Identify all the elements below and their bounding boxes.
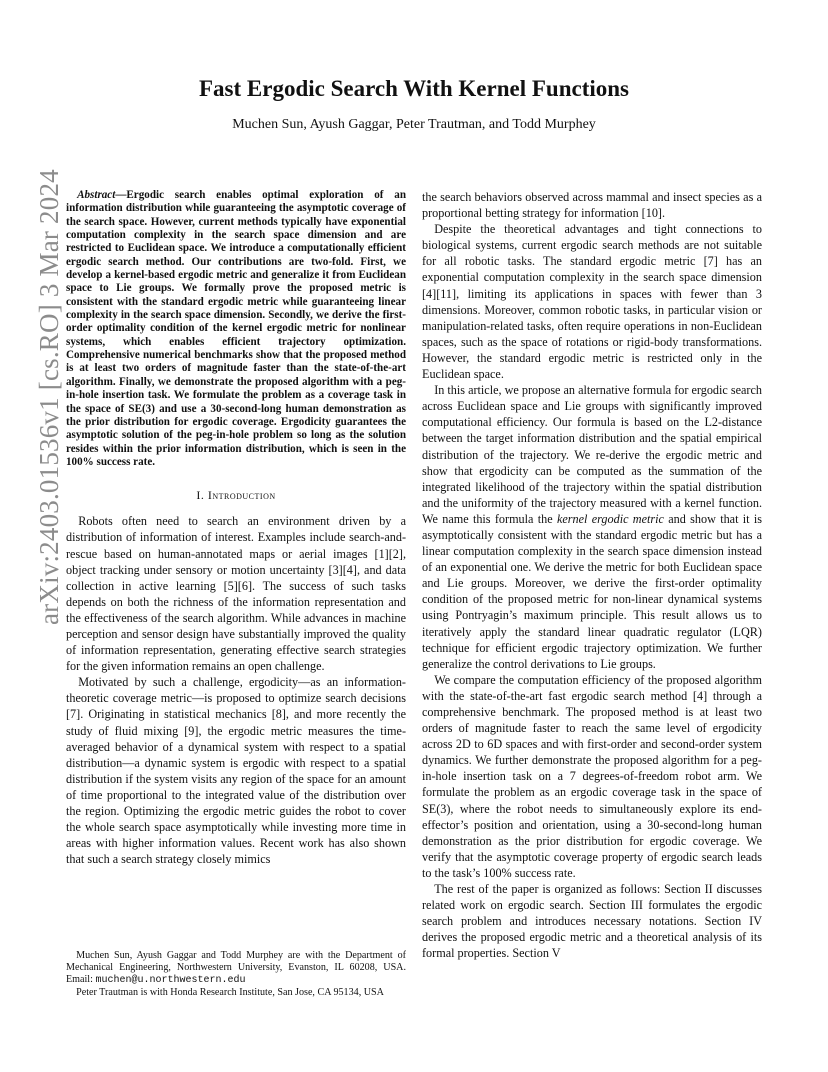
paper-title: Fast Ergodic Search With Kernel Functions — [199, 76, 629, 101]
contact-email: muchen@u.northwestern.edu — [95, 975, 246, 987]
author-list: Muchen Sun, Ayush Gaggar, Peter Trautman, and Todd Murphey — [232, 117, 596, 132]
right-paragraph-4: We compare the computation efficiency of the proposed algorithm with the state-of-the-art fast ergodic search method [4] through a comprehensive benchmark. The proposed method is at least two orders of magnitude faster to reach the same level of ergodicity across 2D to 6D spaces and with first-order and second-order system dynamics. We further demonstrate the proposed algorithm for a peg-in-hole insertion task on a 7 degrees-of-freedom robot arm. We formulate the problem as an ergodic coverage task in the space of SE(3), where the robot needs to simultaneously explore its end-effector’s position and orientation, using a 30-second-long human demonstration as the prior distribution for ergodic coverage. We verify that the asymptotic coverage property of ergodic search leads to the task’s 100% success rate. — [422, 672, 762, 880]
left-column — [66, 189, 406, 867]
right-column — [422, 189, 762, 962]
abstract-label: Abstract — [77, 189, 116, 201]
right-paragraph-3 — [422, 382, 762, 672]
intro-paragraph-2: Motivated by such a challenge, ergodicity—as an information-theoretic coverage metric—is proposed to optimize search decisions [7]. Originating in statistical mechanics [8], and more recently the study of fluid mixing [9], the ergodic metric measures the time-averaged behavior of a dynamical system with respect to a spatial distribution—a dynamic system is ergodic with respect to a spatial distribution if the system visits any region of the space for an amount of time proportional to the integrated value of the distribution over the region. Optimizing the ergodic metric guides the robot to cover the whole search space asymptotically while investing more time in areas with higher information values. Recent work has also shown that such a search strategy closely mimics — [66, 675, 406, 867]
right-paragraph-3-start: In this article, we propose an alternative formula for ergodic search across Euclidean space and Lie groups with significantly improved computational efficiency. Our formula is based on the L2-distance between the target information distribution and the spatial empirical distribution of the trajectory. We re-derive the ergodic metric and show that ergodicity can be computed as the summation of the integrated likelihood of the trajectory within the spatial distribution and the uniformity of the trajectory measured with a kernel function. We name this formula the — [422, 383, 762, 526]
footnote-affiliation-honda: Peter Trautman is with Honda Research Institute, San Jose, CA 95134, USA — [76, 987, 384, 999]
abstract — [66, 189, 406, 469]
footnote-affiliation-northwestern — [66, 950, 406, 987]
arxiv-identifier-stamp: arXiv:2403.01536v1 [cs.RO] 3 Mar 2024 — [34, 169, 64, 625]
footnotes — [66, 950, 406, 999]
footnote-1-text: Muchen Sun, Ayush Gaggar and Todd Murphey are with the Department of Mechanical Engineering, Northwestern University, Evanston, IL 60208, USA. Email: — [66, 950, 406, 986]
right-paragraph-2: Despite the theoretical advantages and tight connections to biological systems, current ergodic search methods are not suitable for all robotic tasks. The standard ergodic metric [7] has an exponential computation complexity in the search space dimension [4][11], limiting its applications in spaces with fewer than 3 dimensions. Moreover, common robotic tasks, in particular vision or manipulation-related tasks, often require operations in non-Euclidean spaces, such as the space of rotations or rigid-body transformations. However, the standard ergodic metric is restricted only in the Euclidean space. — [422, 222, 762, 382]
right-paragraph-5: The rest of the paper is organized as follows: Section II discusses related work on ergodic search. Section III formulates the ergodic search problem and introduces necessary notations. Section IV derives the proposed ergodic metric and a theoretical analysis of its formal properties. Section V — [422, 882, 762, 961]
section-heading-introduction: I. Introduction — [196, 488, 276, 503]
intro-paragraph-1: Robots often need to search an environment driven by a distribution of information of interest. Examples include search-and-rescue based on human-annotated maps or aerial images [1][2], object tracking under sensory or motion uncertainty [3][4], and data collection in active learning [5][6]. The success of such tasks depends on both the richness of the information representation and the effectiveness of the search algorithm. While advances in machine perception and sensor design have substantially improved the quality of information representation, generating effective search strategies for the given information remains an open challenge. — [66, 514, 406, 674]
kernel-ergodic-metric-term: kernel ergodic metric — [556, 511, 664, 526]
right-paragraph-3-end: and show that it is asymptotically consistent with the standard ergodic metric but has a linear computation complexity in the search space dimension instead of an exponential one. We derive the metric for both Euclidean space and Lie groups. Moreover, we derive the first-order optimality condition of the proposed metric for non-linear dynamical systems using Pontryagin’s maximum principle. This result allows us to iteratively apply the standard linear quadratic regulator (LQR) technique for efficient ergodic trajectory optimization. We further generalize the control derivations to Lie groups. — [422, 511, 762, 671]
right-paragraph-1: the search behaviors observed across mammal and insect species as a proportional betting strategy for information [10]. — [422, 190, 762, 221]
abstract-text: —Ergodic search enables optimal exploration of an information distribution while guaranteeing the asymptotic coverage of the search space. However, current methods typically have exponential computation complexity in the search space dimension and are restricted to Euclidean space. We introduce a computationally efficient ergodic search method. Our contributions are two-fold. First, we develop a kernel-based ergodic metric and generalize it from Euclidean space to Lie groups. We formally prove the proposed metric is consistent with the standard ergodic metric while guaranteeing linear complexity in the search space dimension. Secondly, we derive the first-order optimality condition of the kernel ergodic metric for nonlinear systems, which enables efficient trajectory optimization. Comprehensive numerical benchmarks show that the proposed method is at least two orders of magnitude faster than the state-of-the-art algorithm. Finally, we demonstrate the proposed algorithm with a peg-in-hole insertion task. We formulate the problem as a coverage task in the space of SE(3) and use a 30-second-long human demonstration as the prior distribution for ergodic coverage. Ergodicity guarantees the asymptotic solution of the peg-in-hole problem so long as the solution resides within the prior information distribution, which is seen in the 100% success rate. — [66, 189, 406, 468]
